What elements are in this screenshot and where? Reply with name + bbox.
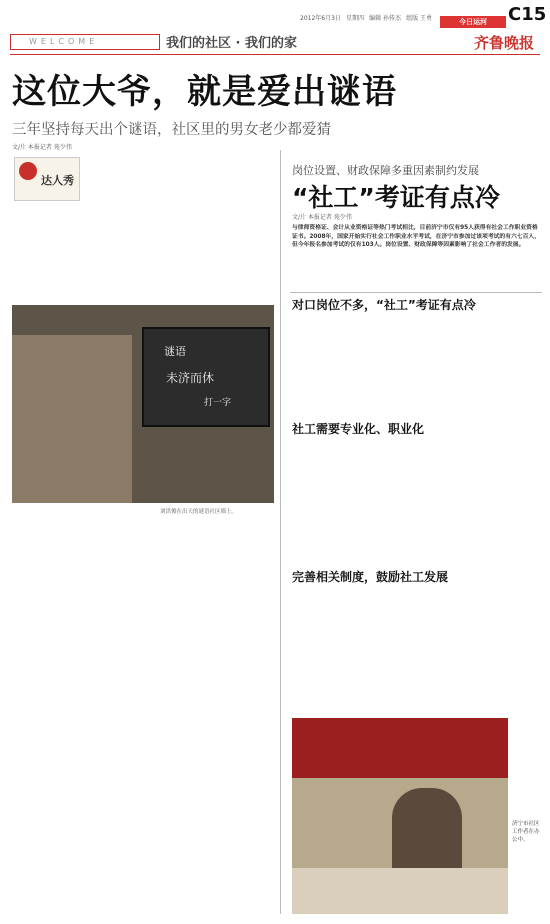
- lead-photo: [12, 305, 274, 503]
- header-rule: [10, 54, 540, 55]
- welcome-band: [10, 34, 160, 50]
- sec1-col1: [292, 316, 372, 408]
- page-number: C15: [508, 4, 547, 25]
- feature-photo: [292, 718, 508, 914]
- talent-badge-label: 达人秀: [41, 174, 74, 187]
- lead-title: 这位大爷，就是爱出谜语: [12, 72, 397, 112]
- date-line: 2012年6月3日: [300, 15, 341, 22]
- brand-logo: 齐鲁晚报: [474, 34, 535, 52]
- feature-byline: 文/片 本报记者 苑少伟: [292, 214, 352, 221]
- lead-byline: 文/片 本报记者 苑少伟: [12, 144, 72, 151]
- sec2-col1: [292, 440, 372, 558]
- column-divider: [280, 150, 281, 914]
- lead-subtitle: 三年坚持每天出个谜语，社区里的男女老少都爱猜: [12, 122, 331, 138]
- feature-section-1: 对口岗位不多，“社工”考证有点冷: [292, 298, 476, 312]
- section-badge: 今日运河: [440, 16, 506, 28]
- board-line-1: 谜语: [164, 345, 186, 358]
- feature-section-3: 完善相关制度，鼓励社工发展: [292, 570, 449, 584]
- lead-body-col1: [12, 157, 144, 307]
- sec2-col3: [460, 440, 542, 558]
- column-title: 我们的社区 · 我们的家: [166, 36, 297, 51]
- column-title-bar: [160, 32, 380, 52]
- deck-rule: [290, 292, 542, 293]
- sec1-col2: [376, 316, 456, 408]
- feature-section-2: 社工需要专业化、职业化: [292, 422, 425, 436]
- sec3-col2: [376, 588, 456, 714]
- header-meta: [300, 5, 470, 22]
- board-line-3: 打一字: [204, 398, 232, 408]
- person-figure: [12, 335, 132, 503]
- photo-banner: [292, 718, 508, 778]
- editor-credit: 编辑 孙传杰: [369, 15, 402, 22]
- weekday: 星期四: [346, 15, 365, 22]
- feature-title-small: 岗位设置、财政保障多重因素制约发展: [292, 164, 479, 177]
- proof-credit: 组版 王勇: [406, 15, 433, 22]
- desk: [292, 868, 508, 914]
- lead-body-col2: [148, 157, 276, 307]
- sec3-col1: [292, 588, 372, 714]
- sec3-col3: [460, 588, 542, 714]
- feature-photo-caption: 济宁市社区工作者在办公中。: [512, 821, 540, 843]
- feature-title-big: “社工”考证有点冷: [292, 183, 500, 212]
- board-line-2: 未济而休: [166, 371, 215, 385]
- lead-photo-caption: 刘洪俊在出天的谜语社区墙上。: [160, 509, 238, 515]
- sec1-col3: [460, 316, 542, 408]
- riddle-board: [142, 327, 270, 427]
- welcome-text: WELCOME: [29, 37, 99, 46]
- sec2-col2: [376, 440, 456, 558]
- feature-deck: 与律师资格证、会计从业资格证等热门考试相比，目前济宁市仅有95人获得有社会工作职业资格证书。2008年，国家开始实行社会工作职业水平考试，在济宁市参加过该项考试的有六七百人，但今年报名参加考试的仅有103人。岗位设置、财政保障等因素影响了社会工作者的发展。: [292, 225, 541, 249]
